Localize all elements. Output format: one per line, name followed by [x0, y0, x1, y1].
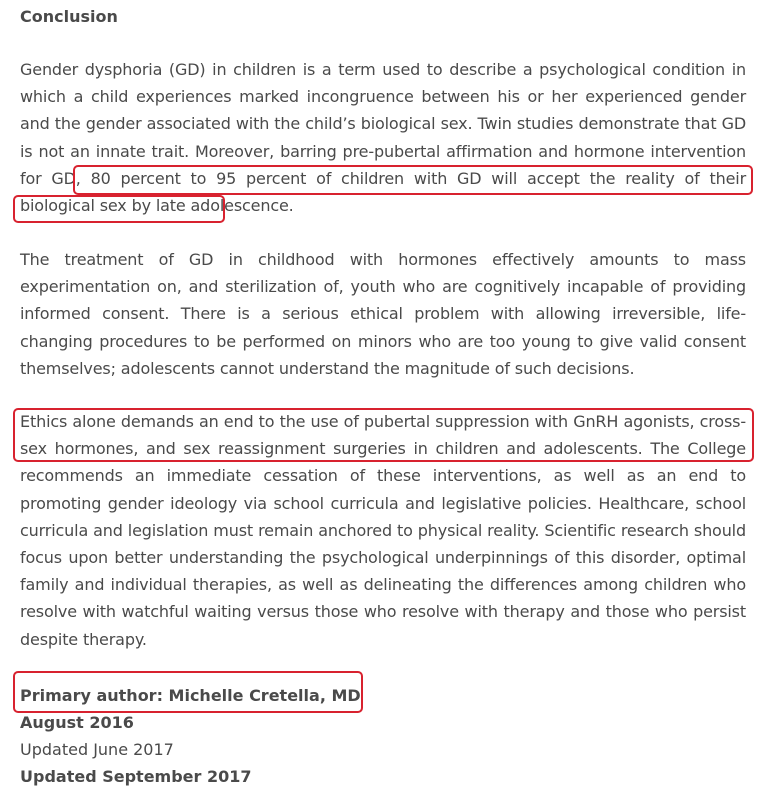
- publication-date: August 2016: [20, 713, 134, 732]
- section-heading: Conclusion: [20, 7, 118, 26]
- paragraph-treatment: The treatment of GD in childhood with hormones effectively amounts to mass experimentation on, and sterilization of, youth who are cognitively incapable of providing informed consent. There is a serious ethical problem with allowing irreversible, life-changing procedures to be performed on minors who are too young to give valid consent themselves; adolescents cannot understand the magnitude of such decisions.: [20, 250, 746, 378]
- primary-author: Primary author: Michelle Cretella, MD: [20, 686, 361, 705]
- paragraph-gender-dysphoria: Gender dysphoria (GD) in children is a term used to describe a psychological condition in which a child experiences marked incongruence between his or her experienced gender and the gender associated with the child’s biological sex. Twin studies demonstrate that GD is not an innate trait. Moreover, barring pre-pubertal affirmation and hormone intervention for GD, 80 percent to 95 percent of children with GD will accept the reality of their biological sex by late adolescence.: [20, 60, 746, 216]
- update-date-september: Updated September 2017: [20, 767, 252, 786]
- update-date-june: Updated June 2017: [20, 740, 174, 759]
- paragraph-ethics: Ethics alone demands an end to the use of pubertal suppression with GnRH agonists, cross-sex hormones, and sex reassignment surgeries in children and adolescents. The College recommends an immediate cessation of these interventions, as well as an end to promoting gender ideology via school curricula and legislative policies. Healthcare, school curricula and legislation must remain anchored to physical reality. Scientific research should focus upon better understanding the psychological underpinnings of this disorder, optimal family and individual therapies, as well as delineating the differences among children who resolve with watchful waiting versus those who resolve with therapy and those who persist despite therapy.: [20, 412, 746, 649]
